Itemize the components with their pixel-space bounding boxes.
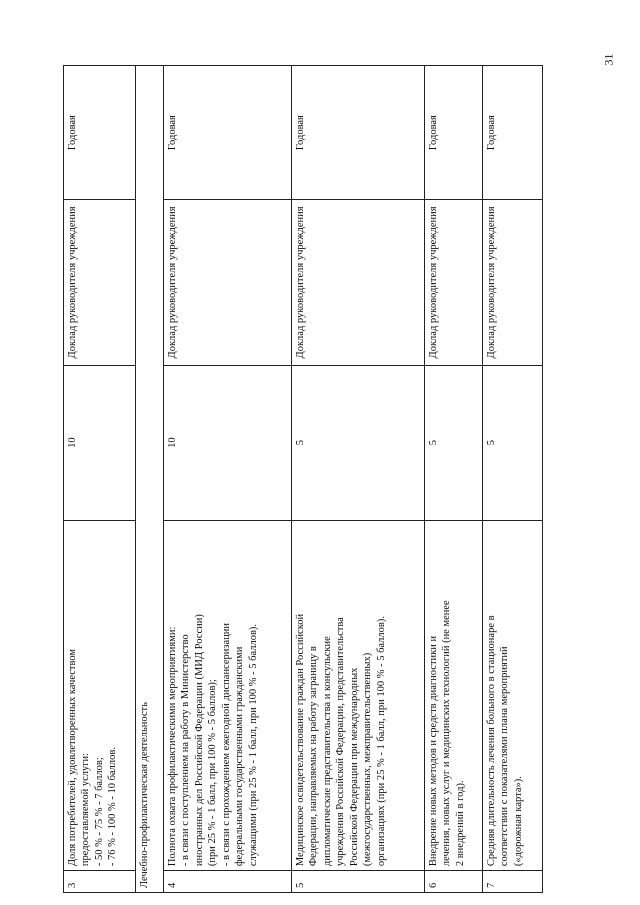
data-source: Доклад руководителя учреждения — [483, 200, 543, 365]
max-points: 10 — [164, 365, 292, 520]
criterion-description: Средняя длительность лечения больного в стационаре в соответствии с показателями плана мероприятий («дорожная карта»). — [483, 520, 543, 871]
criterion-description: Доля потребителей, удовлетворенных качеством предоставляемой услуги: - 50 % - 75 % - 7 баллов; - 76 % - 100 % - 10 баллов. — [64, 520, 136, 871]
page-number: 31 — [601, 53, 616, 66]
table-row — [64, 66, 136, 893]
criterion-description: Медицинское освидетельствование граждан Российской Федерации, направляемых на работу заграницу в дипломатические представительства и консульские учреждения Российской Федерации, представительства Российской Федерации при международных (межгосударственных, межправительственных) организациях (при 25 % - 1 балл, при 100 % - 5 баллов). — [292, 520, 425, 871]
rotated-table-container — [63, 65, 635, 893]
reporting-period: Годовая — [292, 66, 425, 200]
data-source: Доклад руководителя учреждения — [292, 200, 425, 365]
criterion-description: Внедрение новых методов и средств диагностики и лечения, новых услуг и медицинских технологий (не менее 2 внедрений в год). — [425, 520, 483, 871]
max-points: 5 — [483, 365, 543, 520]
reporting-period: Годовая — [64, 66, 136, 200]
max-points: 10 — [64, 365, 136, 520]
data-source: Доклад руководителя учреждения — [425, 200, 483, 365]
row-number: 3 — [64, 871, 136, 893]
row-number: 5 — [292, 871, 425, 893]
table-row — [483, 66, 543, 893]
table-row — [425, 66, 483, 893]
table-row — [164, 66, 292, 893]
data-source: Доклад руководителя учреждения — [64, 200, 136, 365]
criterion-description: Полнота охвата профилактическими мероприятиями: - в связи с поступлением на работу в Министерство иностранных дел Российской Федерации (МИД России) (при 25 % - 1 балл, при 100 % - 5 баллов); - в связи с прохождением ежегодной диспансеризации федеральными государственными гражданскими служащими (при 25 % - 1 балл, при 100 % - 5 баллов). — [164, 520, 292, 871]
reporting-period: Годовая — [425, 66, 483, 200]
data-source: Доклад руководителя учреждения — [164, 200, 292, 365]
section-heading: Лечебно-профилактическая деятельность — [136, 66, 164, 893]
reporting-period: Годовая — [164, 66, 292, 200]
criteria-table — [63, 65, 543, 893]
row-number: 6 — [425, 871, 483, 893]
reporting-period: Годовая — [483, 66, 543, 200]
max-points: 5 — [425, 365, 483, 520]
section-row — [136, 66, 164, 893]
max-points: 5 — [292, 365, 425, 520]
row-number: 4 — [164, 871, 292, 893]
table-row — [292, 66, 425, 893]
row-number: 7 — [483, 871, 543, 893]
